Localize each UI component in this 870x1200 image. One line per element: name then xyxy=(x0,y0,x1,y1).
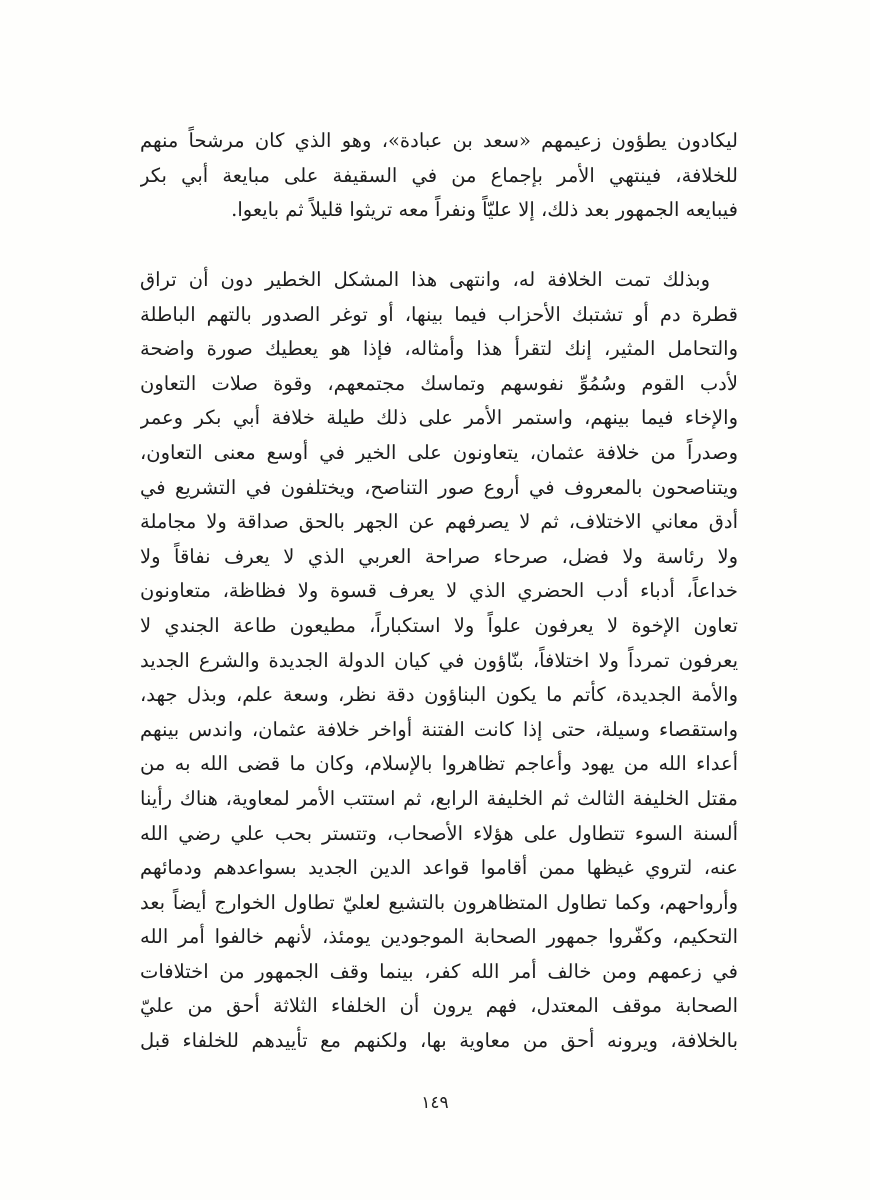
text-line: عنه، لتروي غيظها ممن أقاموا قواعد الدين الجديد بسواعدهم ودمائهم xyxy=(140,856,738,880)
text-line: التحكيم، وكفّروا جمهور الصحابة الموجودين يومئذ، لأنهم خالفوا أمر الله xyxy=(140,925,738,949)
text-line: أعداء الله من يهود وأعاجم تظاهروا بالإسلام، وكان ما قضى الله به من xyxy=(140,752,738,776)
text-line: واستقصاء وسيلة، حتى إذا كانت الفتنة أواخر خلافة عثمان، واندس بينهم xyxy=(140,717,738,741)
text-line: ويتناصحون بالمعروف في أروع صور التناصح، ويختلفون في التشريع في xyxy=(140,475,738,499)
text-line: وبذلك تمت الخلافة له، وانتهى هذا المشكل الخطير دون أن تراق xyxy=(140,268,710,291)
text-line: أدق معاني الاختلاف، ثم لا يصرفهم عن الجهر بالحق صداقة ولا مجاملة xyxy=(140,510,738,534)
text-line: والأمة الجديدة، كأتم ما يكون البناؤون دقة نظر، وسعة علم، وبذل جهد، xyxy=(140,683,738,707)
text-line: والإخاء فيما بينهم، واستمر الأمر على ذلك طيلة خلافة أبي بكر وعمر xyxy=(140,406,738,430)
text-line: والتحامل المثير، إنك لتقرأ هذا وأمثاله، فإذا هو يعطيك صورة واضحة xyxy=(140,337,738,361)
text-line: خداعاً، أدباء أدب الحضري الذي لا يعرف قسوة ولا فظاظة، متعاونون xyxy=(140,579,738,603)
text-line: في زعمهم ومن خالف أمر الله كفر، بينما وقف الجمهور من اختلافات xyxy=(140,959,738,983)
text-line: فيبايعه الجمهور بعد ذلك، إلا عليّاً ونفراً معه تريثوا قليلاً ثم بايعوا. xyxy=(231,198,738,222)
text-line: قطرة دم أو تشتبك الأحزاب فيما بينها، أو توغر الصدور بالتهم الباطلة xyxy=(140,302,738,326)
text-line: بالخلافة، ويرونه أحق من معاوية بها، ولكنهم مع تأييدهم للخلفاء قبل xyxy=(140,1029,738,1053)
text-line: الصحابة موقف المعتدل، فهم يرون أن الخلفاء الثلاثة أحق من عليّ xyxy=(140,994,738,1018)
text-line: تعاون الإخوة لا يعرفون علواً ولا استكباراً، مطيعون طاعة الجندي لا xyxy=(140,613,738,637)
text-line: للخلافة، فينتهي الأمر بإجماع من في السقيفة على مبايعة أبي بكر xyxy=(140,163,738,187)
paragraph-2 xyxy=(140,263,738,1059)
text-line: ليكادون يطؤون زعيمهم «سعد بن عبادة»، وهو الذي كان مرشحاً منهم xyxy=(140,129,738,152)
text-line: ألسنة السوء تتطاول على هؤلاء الأصحاب، وتتستر بحب علي رضي الله xyxy=(140,821,738,845)
page-number: ١٤٩ xyxy=(421,1093,449,1113)
text-line: مقتل الخليفة الثالث ثم الخليفة الرابع، ثم استتب الأمر لمعاوية، هناك رأينا xyxy=(140,786,738,810)
text-line: وصدراً من خلافة عثمان، يتعاونون على الخير في أوسع معنى التعاون، xyxy=(140,440,738,464)
text-line: وأرواحهم، وكما تطاول المتظاهرون بالتشيع لعليّ تطاول الخوارج أيضاً بعد xyxy=(140,890,738,914)
text-line: ولا رئاسة ولا فضل، صرحاء صراحة العربي الذي لا يعرف نفاقاً ولا xyxy=(140,544,738,568)
paragraph-1 xyxy=(140,124,738,228)
text-line: لأدب القوم وسُمُوِّ نفوسهم وتماسك مجتمعهم، وقوة صلات التعاون xyxy=(140,371,738,395)
text-line: يعرفون تمرداً ولا اختلافاً، بنّاؤون في كيان الدولة الجديدة والشرع الجديد xyxy=(140,648,738,672)
